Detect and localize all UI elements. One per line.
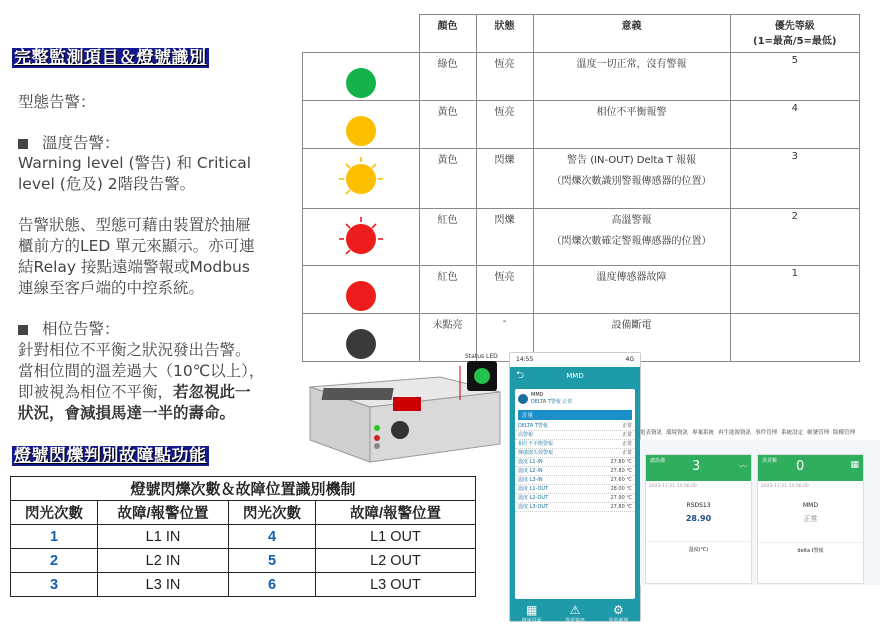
metric-value: 27.90 ℃ xyxy=(610,495,632,501)
legend-header-color: 顏色 xyxy=(419,15,476,53)
flash-table xyxy=(10,476,476,597)
metric-key: 溫度 L1-IN xyxy=(518,459,543,465)
flash-table-title: 燈號閃爍次數＆故障位置識別機制 xyxy=(11,477,476,501)
legend-priority: 3 xyxy=(730,149,860,209)
metric-key: DELTA T警報 xyxy=(518,423,548,429)
metric-value: 27.80 ℃ xyxy=(610,459,632,465)
status-led-icon xyxy=(474,368,490,384)
flash-count: 5 xyxy=(229,549,316,573)
phase-line: 針對相位不平衡之狀況發出告警。 xyxy=(18,341,251,359)
mobile-app xyxy=(509,352,641,622)
summary-card-total[interactable] xyxy=(645,454,752,584)
nav-item[interactable]: 再生能源資訊 xyxy=(718,430,752,436)
nav-item[interactable]: 系統設定 xyxy=(781,430,804,436)
legend-priority: 1 xyxy=(730,266,860,314)
device-illustration xyxy=(305,352,505,472)
phase-line-part: 即被視為相位不平衡， xyxy=(18,383,174,401)
bullet-icon xyxy=(18,325,28,335)
status-line: 連線至客戶端的中控系統。 xyxy=(18,279,205,297)
led-dot-icon xyxy=(346,116,376,146)
card-count: 3 xyxy=(692,459,701,474)
section-label[interactable]: 計量 xyxy=(518,410,632,420)
list-item xyxy=(515,494,635,503)
phase-line: 當相位間的溫差過大（10℃以上）， xyxy=(18,362,265,380)
card-value: 28.90 xyxy=(685,514,712,523)
legend-meaning-note: （閃爍次數確定警報傳感器的位置） xyxy=(551,236,712,247)
legend-meaning xyxy=(533,266,730,314)
metric-value: 27.80 ℃ xyxy=(610,504,632,510)
web-nav xyxy=(640,428,880,436)
table-row xyxy=(11,525,476,549)
legend-meaning xyxy=(533,101,730,149)
phase-line-bold: 狀況，會減損馬達一半的壽命。 xyxy=(18,404,236,422)
flash-pos: L1 OUT xyxy=(316,525,476,549)
status-line: 告警狀態、型態可藉由裝置於抽屜 xyxy=(18,216,251,234)
device-icon xyxy=(518,394,528,404)
legend-meaning xyxy=(533,209,730,266)
metric-value: 正常 xyxy=(621,450,632,456)
summary-card-abnormal[interactable] xyxy=(757,454,864,584)
card-foot: 溫度(℃) xyxy=(646,541,751,553)
legend-state: 恆亮 xyxy=(476,53,533,101)
flash-count: 6 xyxy=(229,573,316,597)
legend-meaning-line: 高溫警報 xyxy=(611,215,652,226)
legend-dot-cell xyxy=(303,149,420,209)
metric-value: 正常 xyxy=(621,432,632,438)
temp-alarm-title: 溫度告警： xyxy=(42,134,120,152)
metric-list xyxy=(515,422,635,512)
list-item xyxy=(515,422,635,431)
metric-value: 正常 xyxy=(621,423,632,429)
metric-key: 高警報 xyxy=(518,432,534,438)
flash-col-pos: 故障/報警位置 xyxy=(316,501,476,525)
fix-icon: ⚙ xyxy=(612,603,624,617)
card-date: 2022-11-21 15:06:00 xyxy=(649,484,697,489)
phone-signal: 4G xyxy=(625,356,634,363)
metric-value: 28.00 ℃ xyxy=(610,486,632,492)
status-line: 結Relay 接點遠端警報或Modbus xyxy=(18,258,250,276)
card-label: 總設備 xyxy=(650,458,666,464)
indicator-light xyxy=(393,397,421,411)
legend-dot-cell xyxy=(303,266,420,314)
bullet-icon xyxy=(18,139,28,149)
flash-pos: L3 IN xyxy=(98,573,229,597)
legend-meaning-line: 設備斷電 xyxy=(611,320,652,331)
phase-line-bold: 若忽視此一 xyxy=(173,383,251,401)
legend-header-priority-label: 優先等級 xyxy=(774,21,815,32)
legend-dot-cell xyxy=(303,101,420,149)
metric-key: 溫度 L3-IN xyxy=(518,477,543,483)
card-device: MMD xyxy=(803,502,818,509)
card-value: 正常 xyxy=(803,515,818,523)
list-item xyxy=(515,431,635,440)
flash-col-count: 閃光次數 xyxy=(11,501,98,525)
metric-key: 溫度 L1-OUT xyxy=(518,486,549,492)
card-device: RSDS13 xyxy=(686,502,711,509)
flash-rays-icon xyxy=(338,216,384,262)
list-item xyxy=(515,476,635,485)
legend-color: 紅色 xyxy=(419,209,476,266)
legend-corner xyxy=(303,15,420,53)
flash-count: 1 xyxy=(11,525,98,549)
device-sub: DELTA T警報 正常 xyxy=(531,399,573,405)
metric-value: 27.80 ℃ xyxy=(610,468,632,474)
legend-meaning-line: 溫度一切正常，沒有警報 xyxy=(576,59,687,70)
flash-pos: L3 OUT xyxy=(316,573,476,597)
legend-meaning-note: （閃爍次數識別警報傳感器的位置） xyxy=(551,176,712,187)
temp-alarm-desc xyxy=(18,153,251,195)
list-item xyxy=(515,440,635,449)
legend-priority: 4 xyxy=(730,101,860,149)
status-led-label: Status LED xyxy=(465,353,498,360)
phase-alarm-desc xyxy=(18,340,264,424)
tab-handle[interactable] xyxy=(608,603,628,624)
legend-meaning-line: 溫度傳感器故障 xyxy=(596,272,667,283)
metric-value: 27.60 ℃ xyxy=(610,477,632,483)
temp-alarm-line: Warning level (警告) 和 Critical xyxy=(18,154,252,172)
alert-icon: ⚠ xyxy=(569,603,581,617)
legend-color: 黃色 xyxy=(419,101,476,149)
led-dot-icon xyxy=(346,281,376,311)
tab-label: 異常資訊 xyxy=(564,618,585,624)
legend-meaning xyxy=(533,53,730,101)
list-item xyxy=(515,485,635,494)
trend-icon: 〰 xyxy=(739,462,747,471)
legend-row xyxy=(303,53,860,101)
tab-label: 異常處理 xyxy=(608,618,629,624)
section-heading-flash: 燈號閃爍判別故障點功能 xyxy=(14,446,207,466)
legend-row xyxy=(303,209,860,266)
nav-item[interactable]: 版權管理 xyxy=(833,430,856,436)
flash-count: 3 xyxy=(11,573,98,597)
phase-alarm-heading xyxy=(18,319,120,340)
list-item xyxy=(515,503,635,512)
card-foot: delta t警報 xyxy=(758,542,863,554)
legend-header-priority xyxy=(730,15,860,53)
grid-icon: ▦ xyxy=(850,460,859,470)
flash-pos: L1 IN xyxy=(98,525,229,549)
metric-value: 正常 xyxy=(621,441,632,447)
flash-col-count: 閃光次數 xyxy=(229,501,316,525)
legend-color: 未點亮 xyxy=(419,314,476,362)
temp-alarm-heading xyxy=(18,133,120,154)
back-arrow-icon[interactable]: ⮌ xyxy=(516,370,525,381)
legend-state: 恆亮 xyxy=(476,266,533,314)
flash-rays-icon xyxy=(338,156,384,202)
phone-title: MMD xyxy=(566,372,584,380)
nav-item[interactable]: 專案系統 xyxy=(692,430,715,436)
web-dashboard xyxy=(640,440,880,585)
card-count: 0 xyxy=(796,459,805,474)
legend-row xyxy=(303,101,860,149)
flash-pos: L2 OUT xyxy=(316,549,476,573)
legend-dot-cell xyxy=(303,53,420,101)
legend-state: 閃爍 xyxy=(476,209,533,266)
metric-key: 溫度 L3-OUT xyxy=(518,504,549,510)
legend-color: 綠色 xyxy=(419,53,476,101)
legend-header-meaning: 意義 xyxy=(533,15,730,53)
flash-col-pos: 故障/報警位置 xyxy=(98,501,229,525)
device-name: MMD xyxy=(531,392,544,398)
list-item xyxy=(515,467,635,476)
card-label: 異常數 xyxy=(762,458,778,464)
led-dot-icon xyxy=(346,68,376,98)
metric-key: 傳感器失效警報 xyxy=(518,450,554,456)
section-heading-monitoring: 完整監測項目＆燈號識別 xyxy=(14,48,207,68)
legend-state: 閃爍 xyxy=(476,149,533,209)
led-dot-icon xyxy=(346,164,376,194)
legend-priority-sub: (1=最高/5=最低) xyxy=(753,36,837,47)
list-item xyxy=(515,449,635,458)
status-desc xyxy=(18,215,255,299)
rotary-knob xyxy=(391,421,409,439)
flash-pos: L2 IN xyxy=(98,549,229,573)
led-legend-table xyxy=(302,14,860,362)
legend-row xyxy=(303,266,860,314)
phase-alarm-title: 相位告警： xyxy=(42,320,120,338)
tab-alerts[interactable] xyxy=(565,603,585,624)
nav-item[interactable]: 環境資訊 xyxy=(666,430,689,436)
metric-key: 溫度 L2-OUT xyxy=(518,495,549,501)
list-item xyxy=(515,458,635,467)
nav-item[interactable]: 帳號管理 xyxy=(807,430,830,436)
legend-state: - xyxy=(476,314,533,362)
status-line: 櫃前方的LED 單元來顯示。亦可連 xyxy=(18,237,255,255)
temp-alarm-line: level (危及) 2階段告警。 xyxy=(18,175,196,193)
phone-time: 14:55 xyxy=(516,356,534,363)
nav-item[interactable]: 電表資訊 xyxy=(640,430,663,436)
metric-key: 相位不平衡警報 xyxy=(518,441,554,447)
metric-key: 溫度 L2-IN xyxy=(518,468,543,474)
legend-dot-cell xyxy=(303,209,420,266)
flash-count: 4 xyxy=(229,525,316,549)
card-date: 2022-11-21 15:06:00 xyxy=(761,484,809,489)
legend-color: 紅色 xyxy=(419,266,476,314)
legend-meaning-line: 相位不平衡報警 xyxy=(596,107,667,118)
legend-meaning-line: 警告 (IN-OUT) Delta T 報報 xyxy=(567,155,696,166)
legend-row xyxy=(303,149,860,209)
led-dot-icon xyxy=(346,224,376,254)
table-row xyxy=(11,573,476,597)
legend-meaning xyxy=(533,149,730,209)
legend-color: 黃色 xyxy=(419,149,476,209)
tab-label: 資訊頁面 xyxy=(521,618,542,624)
phase-line xyxy=(18,382,264,403)
legend-priority xyxy=(730,314,860,362)
type-alarm-label: 型態告警： xyxy=(18,93,96,111)
table-row xyxy=(11,549,476,573)
nav-item[interactable]: 事件管理 xyxy=(755,430,778,436)
tab-info[interactable] xyxy=(522,603,542,624)
legend-priority: 2 xyxy=(730,209,860,266)
legend-priority: 5 xyxy=(730,53,860,101)
legend-state: 恆亮 xyxy=(476,101,533,149)
legend-header-state: 狀態 xyxy=(476,15,533,53)
chart-icon: ▦ xyxy=(525,603,538,617)
flash-count: 2 xyxy=(11,549,98,573)
